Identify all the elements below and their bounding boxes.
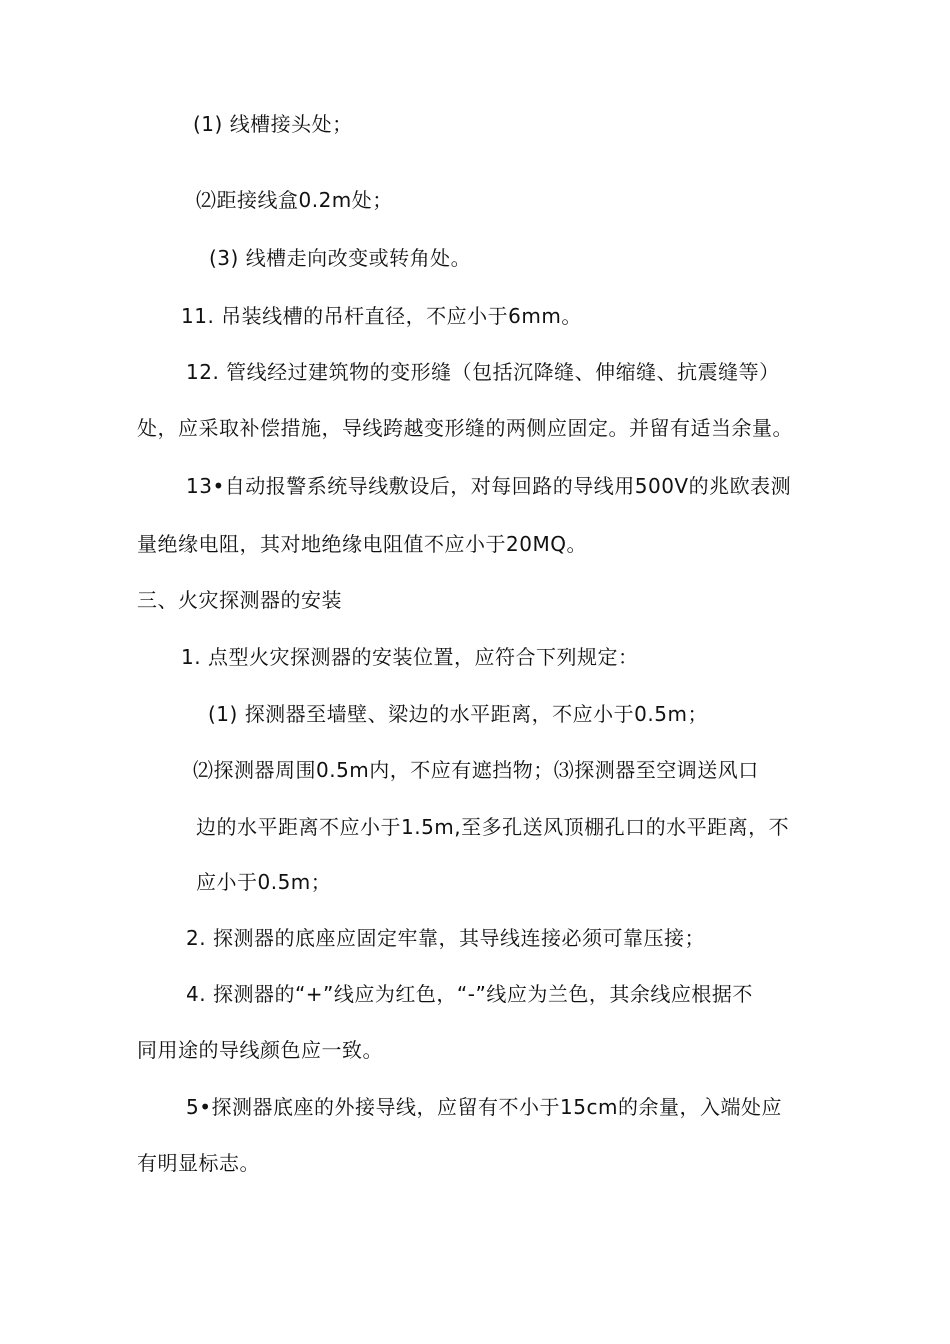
- paragraph-12-line-2: 处，应采取补偿措施，导线跨越变形缝的两侧应固定。并留有适当余量。: [137, 416, 793, 440]
- paragraph-12-line-1: 12. 管线经过建筑物的变形缝（包括沉降缝、伸缩缝、抗震缝等）: [186, 360, 780, 384]
- item-1-wiring-joint: (1) 线槽接头处；: [193, 112, 353, 136]
- detector-item-1: (1) 探测器至墙壁、梁边的水平距离，不应小于0.5m；: [208, 702, 708, 726]
- paragraph-detector-4-line-2: 同用途的导线颜色应一致。: [137, 1038, 383, 1062]
- paragraph-detector-4-line-1: 4. 探测器的“+”线应为红色，“-”线应为兰色，其余线应根据不: [186, 982, 753, 1006]
- item-2-junction-box-distance: ⑵距接线盒0.2m处；: [196, 188, 393, 212]
- paragraph-detector-5-line-1: 5•探测器底座的外接导线，应留有不小于15cm的余量，入端处应: [186, 1095, 782, 1119]
- detector-item-2-3-line-1: ⑵探测器周围0.5m内，不应有遮挡物；⑶探测器至空调送风口: [193, 758, 759, 782]
- paragraph-13-line-1: 13•自动报警系统导线敷设后，对每回路的导线用500V的兆欧表测: [186, 474, 792, 498]
- section-heading-detector-installation: 三、火灾探测器的安装: [137, 588, 342, 612]
- detector-item-2-3-line-2: 边的水平距离不应小于1.5m,至多孔送风顶棚孔口的水平距离，不: [196, 815, 790, 839]
- paragraph-detector-2: 2. 探测器的底座应固定牢靠，其导线连接必须可靠压接；: [186, 926, 705, 950]
- item-3-direction-change: (3) 线槽走向改变或转角处。: [209, 246, 472, 270]
- paragraph-detector-5-line-2: 有明显标志。: [137, 1151, 260, 1175]
- paragraph-11: 11. 吊装线槽的吊杆直径，不应小于6mm。: [181, 304, 582, 328]
- detector-item-2-3-line-3: 应小于0.5m；: [196, 870, 332, 894]
- paragraph-13-line-2: 量绝缘电阻，其对地绝缘电阻值不应小于20MQ。: [137, 532, 587, 556]
- paragraph-detector-1: 1. 点型火灾探测器的安装位置，应符合下列规定：: [181, 645, 639, 669]
